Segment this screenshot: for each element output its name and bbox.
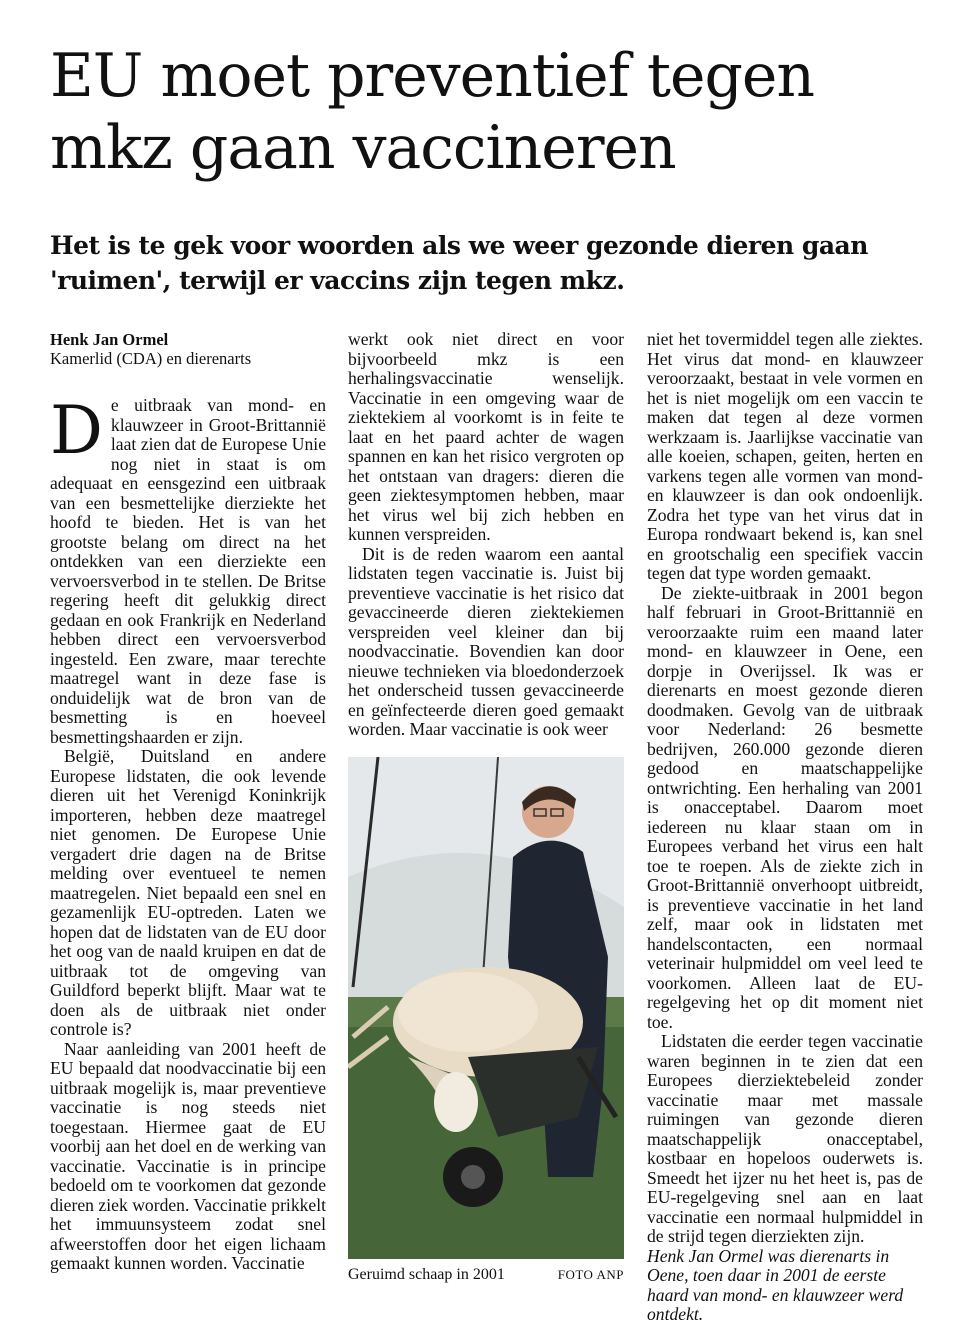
headline: EU moet preventief tegen mkz gaan vaccineren	[50, 41, 815, 183]
paragraph-continued: niet het tovermiddel tegen alle ziektes. Het virus dat mond- en klauwzeer veroorzaakt, bestaat in vele vormen en het is niet mogelijk om een vaccin te maken dat tegen al deze vormen werkzaam is. Jaarlijkse vaccinatie van alle koeien, schapen, geiten, herten en varkens tegen alle vormen van mond- en klauwzeer is dan ook ondoenlijk. Zodra het type van het virus dat in Europa rondwaart bekend is, kan snel en grootschalig een specifiek vaccin tegen dat type worden gemaakt.	[647, 329, 923, 583]
caption-text: Geruimd schaap in 2001	[348, 1266, 505, 1283]
photo-caption	[348, 1265, 624, 1285]
article-column-2	[348, 330, 624, 740]
paragraph: De ziekte-uitbraak in 2001 begon half februari in Groot-Brittannië en veroorzaakte ruim een maand later mond- en klauwzeer in Oene, een dorpje in Overijssel. Ik was er dierenarts en moest gezonde dieren doodmaken. Gevolg van de uitbraak voor Nederland: 26 besmette bedrijven, 260.000 gezonde dieren gedood en maatschappelijke ontwrichting. Een herhaling van 2001 is onacceptabel. Daarom moet iedereen nu klaar staan om in Europees verband het virus een halt toe te roepen. Als de ziekte zich in Groot-Brittannië onverhoopt uitbreidt, is preventieve vaccinatie in het land zelf, maar ook in lidstaten met handelscontacten, een normaal veterinair hulpmiddel om veel leed te voorkomen. Alleen laat de EU-regelgeving het op dit moment niet toe.	[647, 582, 923, 1032]
author-role: Kamerlid (CDA) en dierenarts	[50, 349, 252, 368]
author-bio: Henk Jan Ormel was dierenarts in Oene, toen daar in 2001 de eerste haard van mond- en klauwzeer werd ontdekt.	[647, 1245, 904, 1324]
paragraph: Naar aanleiding van 2001 heeft de EU bepaald dat noodvaccinatie bij een uitbraak mogelijk is, maar preventieve vaccinatie is nog steeds niet toegestaan. Hiermee gaat de EU voorbij aan het doel en de werking van vaccinatie. Vaccinatie is in principe bedoeld om te voorkomen dat gezonde dieren ziek worden. Vaccinatie prikkelt het immuunsysteem zodat snel afweerstoffen door het eigen lichaam gemaakt kunnen worden. Vaccinatie	[50, 1038, 326, 1273]
author-name: Henk Jan Ormel	[50, 330, 169, 349]
paragraph-continued: werkt ook niet direct en voor bijvoorbeeld mkz is een herhalingsvaccinatie wenselijk. Vaccinatie in een omgeving waar de ziektekiem al voorkomt is in feite te laat en het paard achter de wagen spannen en kan het risico vergroten op het ontstaan van dragers: dieren die geen ziektesymptomen hebben, maar het virus wel bij zich hebben en kunnen verspreiden.	[348, 329, 624, 544]
photo-illustration	[348, 757, 624, 1259]
paragraph: Dit is de reden waarom een aantal lidstaten tegen vaccinatie is. Juist bij preventieve vaccinatie is het risico dat gevaccineerde dieren ziektekiemen verspreiden veel kleiner dan bij noodvaccinatie. Bovendien kan door nieuwe technieken via bloedonderzoek het onderscheid tussen gevaccineerde en geïnfecteerde dieren goed gemaakt worden. Maar vaccinatie is ook weer	[348, 543, 624, 739]
paragraph	[50, 392, 326, 747]
subheadline: Het is te gek voor woorden als we weer gezonde dieren gaan 'ruimen', terwijl er vaccins zijn tegen mkz.	[50, 231, 868, 295]
paragraph: Lidstaten die eerder tegen vaccinatie waren beginnen in te zien dat een Europees dierziektebeleid zonder vaccinatie maar met massale ruimingen van gezonde dieren maatschappelijk onacceptabel, kostbaar en hopeloos ouderwets is. Smeedt het ijzer nu het heet is, pas de EU-regelgeving snel aan en laat vaccinatie een normaal hulpmiddel in de strijd tegen dierziekten zijn.	[647, 1031, 923, 1246]
dropcap: D	[50, 392, 103, 469]
paragraph-text: e uitbraak van mond- en klauwzeer in Groot-Brittannië laat zien dat de Europese Unie nog niet in staat is om adequaat en eensgezind een uitbraak van een besmettelijke dierziekte het hoofd te bieden. Het is van het grootste belang om direct na het ontdekken van een dierziekte een vervoersverbod in te stellen. De Britse regering heeft dit gelukkig direct gedaan en ook Frankrijk en Nederland hebben direct een vervoersverbod ingesteld. Een zware, maar terechte maatregel want in deze fase is onduidelijk wat de bron van de besmetting is en hoeveel besmettingshaarden er zijn.	[50, 395, 326, 747]
photo-sheep-wheelbarrow	[348, 757, 624, 1259]
paragraph: België, Duitsland en andere Europese lidstaten, die ook levende dieren uit het Verenigd Koninkrijk importeren, hebben deze maatregel niet genomen. De Europese Unie vergadert drie dagen na de Britse melding over eventueel te nemen maatregelen. Niet bepaald een snel en gezamenlijk EU-optreden. Laten we hopen dat de lidstaten van de EU door het oog van de naald kruipen en dat de uitbraak tot de omgeving van Guildford beperkt blijft. Maar wat te doen als de uitbraak niet onder controle is?	[50, 746, 326, 1039]
article-column-1	[50, 330, 326, 1274]
photo-credit: FOTO ANP	[557, 1267, 624, 1282]
article-column-3	[647, 330, 923, 1325]
